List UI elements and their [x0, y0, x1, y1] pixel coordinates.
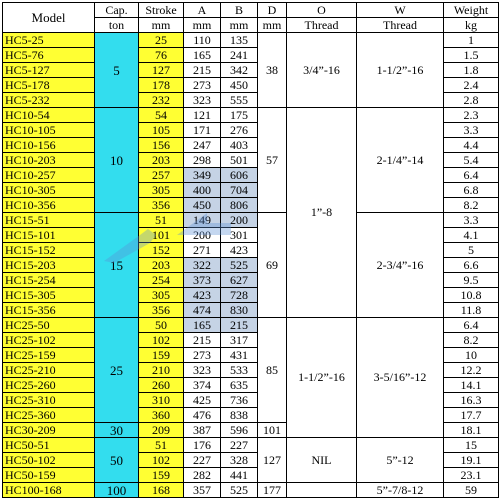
cap-cell: 10 — [95, 108, 139, 213]
model-cell: HC50-159 — [3, 468, 95, 483]
o-thread-cell: NIL — [287, 438, 357, 483]
model-cell: HC25-360 — [3, 408, 95, 423]
stroke-cell: 257 — [139, 168, 184, 183]
b-cell: 533 — [221, 363, 258, 378]
header-d: D — [258, 3, 287, 18]
stroke-cell: 168 — [139, 483, 184, 498]
b-cell: 241 — [221, 48, 258, 63]
weight-cell: 18.1 — [444, 423, 499, 438]
weight-cell: 19.1 — [444, 453, 499, 468]
stroke-cell: 356 — [139, 303, 184, 318]
weight-cell: 6.4 — [444, 168, 499, 183]
b-cell: 525 — [221, 483, 258, 498]
weight-cell: 3.3 — [444, 213, 499, 228]
weight-cell: 59 — [444, 483, 499, 498]
a-cell: 121 — [184, 108, 221, 123]
stroke-cell: 310 — [139, 393, 184, 408]
header-w: W — [357, 3, 444, 18]
d-cell: 57 — [258, 108, 287, 213]
model-cell: HC15-203 — [3, 258, 95, 273]
model-cell: HC5-127 — [3, 63, 95, 78]
b-cell: 635 — [221, 378, 258, 393]
o-thread-cell — [287, 483, 357, 498]
w-thread-cell: 1-1/2”-16 — [357, 33, 444, 108]
weight-cell: 14.1 — [444, 378, 499, 393]
stroke-cell: 127 — [139, 63, 184, 78]
table-row — [3, 438, 499, 453]
stroke-cell: 159 — [139, 348, 184, 363]
a-cell: 400 — [184, 183, 221, 198]
stroke-cell: 156 — [139, 138, 184, 153]
weight-cell: 12.2 — [444, 363, 499, 378]
model-cell: HC15-51 — [3, 213, 95, 228]
model-cell: HC50-102 — [3, 453, 95, 468]
b-cell: 806 — [221, 198, 258, 213]
weight-cell: 8.2 — [444, 333, 499, 348]
model-cell: HC10-356 — [3, 198, 95, 213]
stroke-cell: 232 — [139, 93, 184, 108]
weight-cell: 23.1 — [444, 468, 499, 483]
header-a-unit: mm — [184, 18, 221, 33]
model-cell: HC5-232 — [3, 93, 95, 108]
header-cap-unit: ton — [95, 18, 139, 33]
a-cell: 171 — [184, 123, 221, 138]
b-cell: 200 — [221, 213, 258, 228]
model-cell: HC50-51 — [3, 438, 95, 453]
header-b-unit: mm — [221, 18, 258, 33]
weight-cell: 6.4 — [444, 318, 499, 333]
b-cell: 596 — [221, 423, 258, 438]
table-row — [3, 483, 499, 498]
table-row — [3, 213, 499, 228]
a-cell: 165 — [184, 48, 221, 63]
w-thread-cell: 2-1/4”-14 — [357, 108, 444, 213]
weight-cell: 10 — [444, 348, 499, 363]
w-thread-cell: 5”-12 — [357, 438, 444, 483]
weight-cell: 1.5 — [444, 48, 499, 63]
b-cell: 175 — [221, 108, 258, 123]
d-cell: 101 — [258, 423, 287, 438]
a-cell: 322 — [184, 258, 221, 273]
a-cell: 273 — [184, 348, 221, 363]
weight-cell: 2.8 — [444, 93, 499, 108]
weight-cell: 8.2 — [444, 198, 499, 213]
d-cell: 177 — [258, 483, 287, 498]
d-cell: 85 — [258, 318, 287, 423]
model-cell: HC25-159 — [3, 348, 95, 363]
stroke-cell: 51 — [139, 438, 184, 453]
b-cell: 606 — [221, 168, 258, 183]
model-cell: HC15-254 — [3, 273, 95, 288]
d-cell: 69 — [258, 213, 287, 318]
stroke-cell: 105 — [139, 123, 184, 138]
stroke-cell: 51 — [139, 213, 184, 228]
b-cell: 342 — [221, 63, 258, 78]
b-cell: 525 — [221, 258, 258, 273]
a-cell: 165 — [184, 318, 221, 333]
weight-cell: 10.8 — [444, 288, 499, 303]
b-cell: 227 — [221, 438, 258, 453]
stroke-cell: 260 — [139, 378, 184, 393]
stroke-cell: 356 — [139, 198, 184, 213]
stroke-cell: 209 — [139, 423, 184, 438]
header-o-unit: Thread — [287, 18, 357, 33]
stroke-cell: 360 — [139, 408, 184, 423]
a-cell: 215 — [184, 63, 221, 78]
weight-cell: 9.5 — [444, 273, 499, 288]
a-cell: 298 — [184, 153, 221, 168]
model-cell: HC15-305 — [3, 288, 95, 303]
weight-cell: 4.4 — [444, 138, 499, 153]
stroke-cell: 203 — [139, 258, 184, 273]
stroke-cell: 76 — [139, 48, 184, 63]
a-cell: 110 — [184, 33, 221, 48]
a-cell: 271 — [184, 243, 221, 258]
model-cell: HC15-101 — [3, 228, 95, 243]
weight-cell: 1 — [444, 33, 499, 48]
model-cell: HC25-50 — [3, 318, 95, 333]
header-cap: Cap. — [95, 3, 139, 18]
w-thread-cell: 5”-7/8-12 — [357, 483, 444, 498]
b-cell: 328 — [221, 453, 258, 468]
stroke-cell: 50 — [139, 318, 184, 333]
weight-cell: 5.4 — [444, 153, 499, 168]
d-cell: 127 — [258, 438, 287, 483]
stroke-cell: 152 — [139, 243, 184, 258]
b-cell: 450 — [221, 78, 258, 93]
header-weight-unit: kg — [444, 18, 499, 33]
b-cell: 276 — [221, 123, 258, 138]
spec-table-body — [3, 33, 499, 498]
spec-table — [2, 2, 499, 498]
a-cell: 476 — [184, 408, 221, 423]
o-thread-cell: 3/4”-16 — [287, 33, 357, 108]
a-cell: 227 — [184, 453, 221, 468]
weight-cell: 3.3 — [444, 123, 499, 138]
b-cell: 736 — [221, 393, 258, 408]
header-w-unit: Thread — [357, 18, 444, 33]
a-cell: 349 — [184, 168, 221, 183]
model-cell: HC25-260 — [3, 378, 95, 393]
b-cell: 555 — [221, 93, 258, 108]
b-cell: 215 — [221, 318, 258, 333]
cap-cell: 5 — [95, 33, 139, 108]
a-cell: 474 — [184, 303, 221, 318]
a-cell: 176 — [184, 438, 221, 453]
cap-cell: 100 — [95, 483, 139, 498]
w-thread-cell: 3-5/16”-12 — [357, 318, 444, 438]
stroke-cell: 305 — [139, 288, 184, 303]
model-cell: HC10-305 — [3, 183, 95, 198]
a-cell: 282 — [184, 468, 221, 483]
o-thread-cell: 1-1/2”-16 — [287, 318, 357, 438]
header-stroke: Stroke — [139, 3, 184, 18]
header-b: B — [221, 3, 258, 18]
stroke-cell: 102 — [139, 453, 184, 468]
weight-cell: 15 — [444, 438, 499, 453]
cap-cell: 50 — [95, 438, 139, 483]
weight-cell: 2.4 — [444, 78, 499, 93]
weight-cell: 17.7 — [444, 408, 499, 423]
b-cell: 317 — [221, 333, 258, 348]
stroke-cell: 101 — [139, 228, 184, 243]
header-o: O — [287, 3, 357, 18]
a-cell: 374 — [184, 378, 221, 393]
a-cell: 149 — [184, 213, 221, 228]
header-a: A — [184, 3, 221, 18]
table-row — [3, 33, 499, 48]
stroke-cell: 159 — [139, 468, 184, 483]
b-cell: 627 — [221, 273, 258, 288]
a-cell: 200 — [184, 228, 221, 243]
header-stroke-unit: mm — [139, 18, 184, 33]
model-cell: HC10-105 — [3, 123, 95, 138]
b-cell: 838 — [221, 408, 258, 423]
cap-cell: 30 — [95, 423, 139, 438]
a-cell: 450 — [184, 198, 221, 213]
b-cell: 135 — [221, 33, 258, 48]
a-cell: 323 — [184, 93, 221, 108]
b-cell: 704 — [221, 183, 258, 198]
model-cell: HC15-356 — [3, 303, 95, 318]
a-cell: 423 — [184, 288, 221, 303]
w-thread-cell: 2-3/4”-16 — [357, 213, 444, 318]
a-cell: 215 — [184, 333, 221, 348]
stroke-cell: 203 — [139, 153, 184, 168]
model-cell: HC5-178 — [3, 78, 95, 93]
b-cell: 423 — [221, 243, 258, 258]
a-cell: 425 — [184, 393, 221, 408]
header-weight: Weight — [444, 3, 499, 18]
b-cell: 403 — [221, 138, 258, 153]
b-cell: 501 — [221, 153, 258, 168]
b-cell: 830 — [221, 303, 258, 318]
header-row-1 — [3, 3, 499, 18]
b-cell: 301 — [221, 228, 258, 243]
model-cell: HC100-168 — [3, 483, 95, 498]
weight-cell: 6.8 — [444, 183, 499, 198]
stroke-cell: 25 — [139, 33, 184, 48]
model-cell: HC10-203 — [3, 153, 95, 168]
stroke-cell: 102 — [139, 333, 184, 348]
header-d-unit: mm — [258, 18, 287, 33]
cap-cell: 25 — [95, 318, 139, 423]
a-cell: 373 — [184, 273, 221, 288]
weight-cell: 11.8 — [444, 303, 499, 318]
model-cell: HC15-152 — [3, 243, 95, 258]
model-cell: HC10-156 — [3, 138, 95, 153]
stroke-cell: 178 — [139, 78, 184, 93]
d-cell: 38 — [258, 33, 287, 108]
weight-cell: 5 — [444, 243, 499, 258]
weight-cell: 4.1 — [444, 228, 499, 243]
model-cell: HC25-310 — [3, 393, 95, 408]
header-model: Model — [3, 3, 95, 33]
model-cell: HC5-25 — [3, 33, 95, 48]
b-cell: 431 — [221, 348, 258, 363]
b-cell: 728 — [221, 288, 258, 303]
weight-cell: 1.8 — [444, 63, 499, 78]
stroke-cell: 54 — [139, 108, 184, 123]
model-cell: HC30-209 — [3, 423, 95, 438]
cap-cell: 15 — [95, 213, 139, 318]
table-row — [3, 108, 499, 123]
stroke-cell: 210 — [139, 363, 184, 378]
a-cell: 323 — [184, 363, 221, 378]
weight-cell: 16.3 — [444, 393, 499, 408]
model-cell: HC10-54 — [3, 108, 95, 123]
a-cell: 273 — [184, 78, 221, 93]
weight-cell: 6.6 — [444, 258, 499, 273]
stroke-cell: 305 — [139, 183, 184, 198]
o-thread-cell: 1”-8 — [287, 108, 357, 318]
b-cell: 441 — [221, 468, 258, 483]
a-cell: 387 — [184, 423, 221, 438]
stroke-cell: 254 — [139, 273, 184, 288]
model-cell: HC25-102 — [3, 333, 95, 348]
a-cell: 357 — [184, 483, 221, 498]
weight-cell: 2.3 — [444, 108, 499, 123]
model-cell: HC10-257 — [3, 168, 95, 183]
table-row — [3, 318, 499, 333]
model-cell: HC5-76 — [3, 48, 95, 63]
a-cell: 247 — [184, 138, 221, 153]
model-cell: HC25-210 — [3, 363, 95, 378]
